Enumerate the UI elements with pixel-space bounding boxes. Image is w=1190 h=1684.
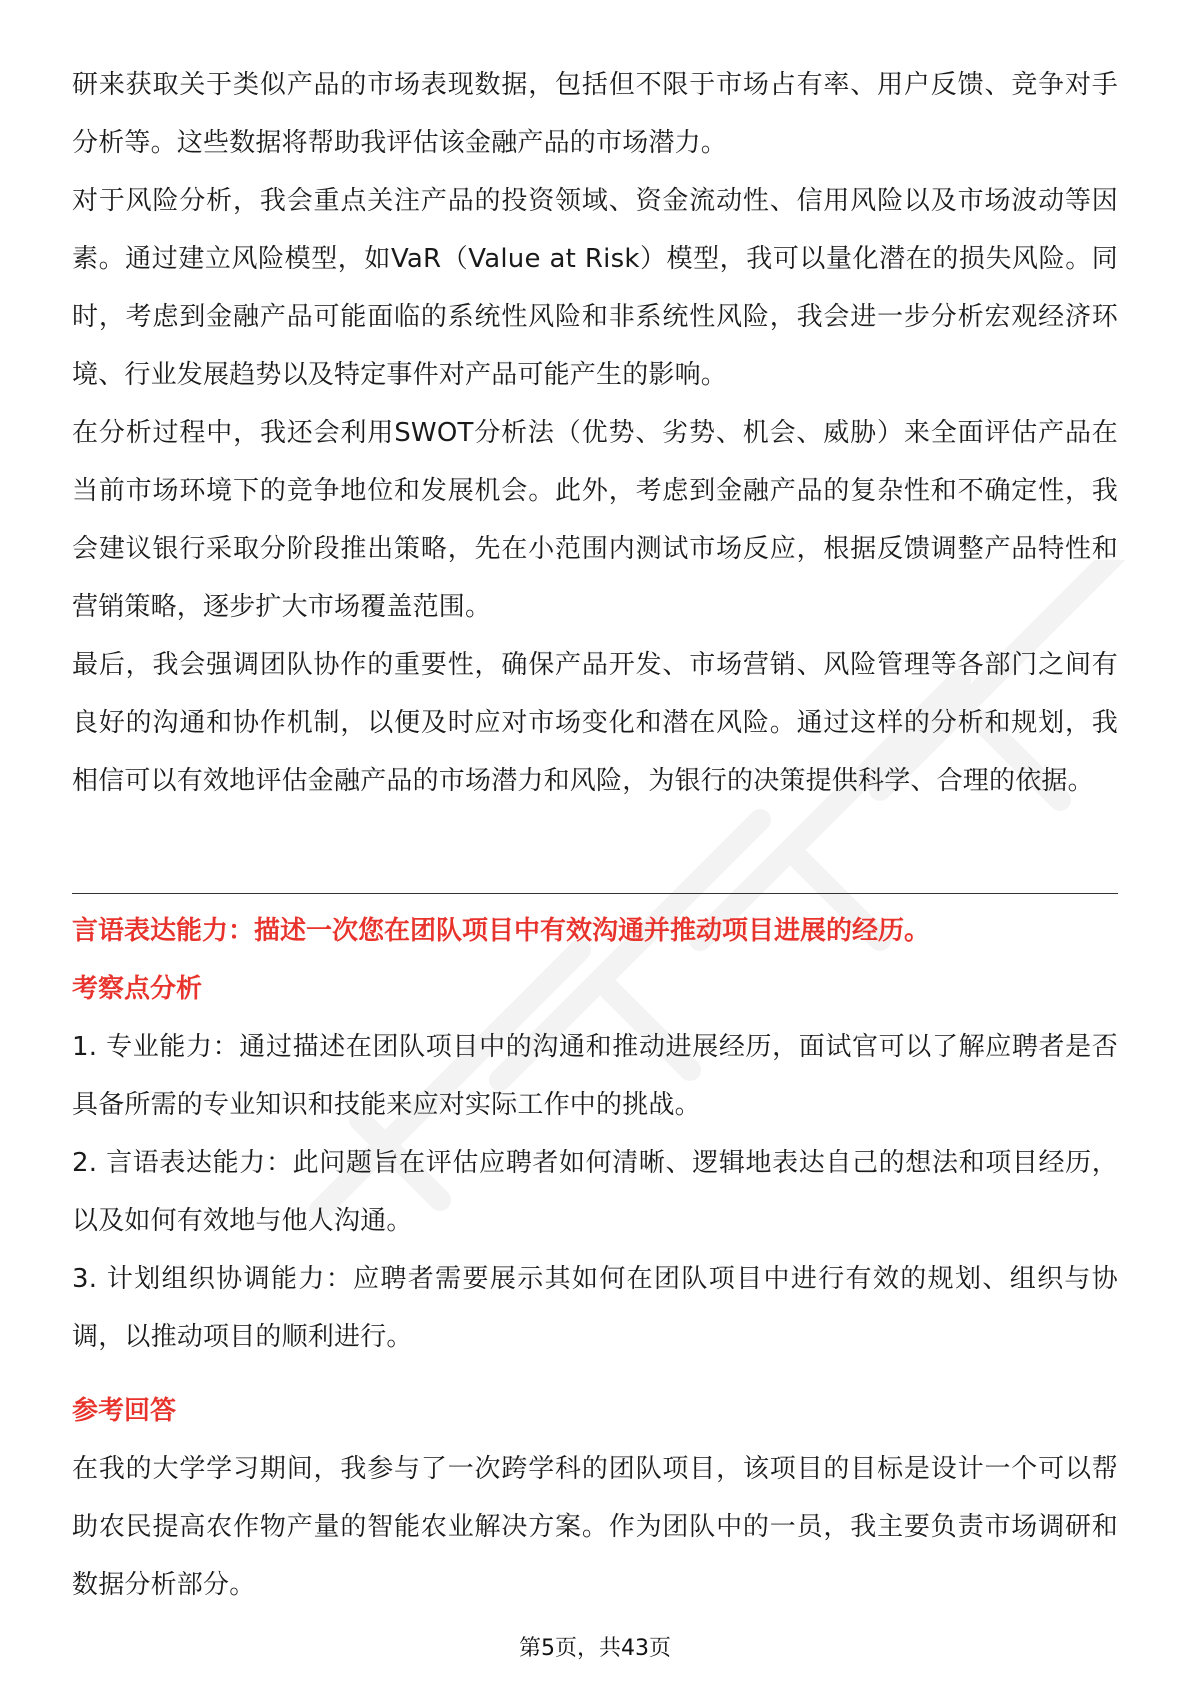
- section-divider: [72, 893, 1118, 894]
- answer-paragraph: 在我的大学学习期间，我参与了一次跨学科的团队项目，该项目的目标是设计一个可以帮助农民提高农作物产量的智能农业解决方案。作为团队中的一员，我主要负责市场调研和数据分析部分。: [72, 1454, 1118, 1600]
- analysis-list: [72, 1018, 1118, 1366]
- analysis-item: 2. 言语表达能力：此问题旨在评估应聘者如何清晰、逻辑地表达自己的想法和项目经历，以及如何有效地与他人沟通。: [72, 1148, 1118, 1236]
- answer-title: 参考回答: [72, 1396, 177, 1426]
- paragraph: 研来获取关于类似产品的市场表现数据，包括但不限于市场占有率、用户反馈、竞争对手分析等。这些数据将帮助我评估该金融产品的市场潜力。: [72, 70, 1118, 158]
- analysis-item: 1. 专业能力：通过描述在团队项目中的沟通和推动进展经历，面试官可以了解应聘者是否具备所需的专业知识和技能来应对实际工作中的挑战。: [72, 1032, 1118, 1120]
- analysis-title: 考察点分析: [72, 974, 203, 1004]
- paragraph: 在分析过程中，我还会利用SWOT分析法（优势、劣势、机会、威胁）来全面评估产品在当前市场环境下的竞争地位和发展机会。此外，考虑到金融产品的复杂性和不确定性，我会建议银行采取分阶段推出策略，先在小范围内测试市场反应，根据反馈调整产品特性和营销策略，逐步扩大市场覆盖范围。: [72, 418, 1118, 622]
- question-heading: 言语表达能力：描述一次您在团队项目中有效沟通并推动项目进展的经历。: [72, 916, 931, 946]
- paragraph: 最后，我会强调团队协作的重要性，确保产品开发、市场营销、风险管理等各部门之间有良好的沟通和协作机制，以便及时应对市场变化和潜在风险。通过这样的分析和规划，我相信可以有效地评估金融产品的市场潜力和风险，为银行的决策提供科学、合理的依据。: [72, 650, 1118, 796]
- analysis-item: 3. 计划组织协调能力：应聘者需要展示其如何在团队项目中进行有效的规划、组织与协调，以推动项目的顺利进行。: [72, 1264, 1118, 1352]
- paragraph: 对于风险分析，我会重点关注产品的投资领域、资金流动性、信用风险以及市场波动等因素。通过建立风险模型，如VaR（Value at Risk）模型，我可以量化潜在的损失风险。同时，考虑到金融产品可能面临的系统性风险和非系统性风险，我会进一步分析宏观经济环境、行业发展趋势以及特定事件对产品可能产生的影响。: [72, 186, 1118, 390]
- intro-section: [72, 56, 1118, 810]
- answer-body: [72, 1440, 1118, 1614]
- page-footer: 第5页，共43页: [519, 1636, 671, 1661]
